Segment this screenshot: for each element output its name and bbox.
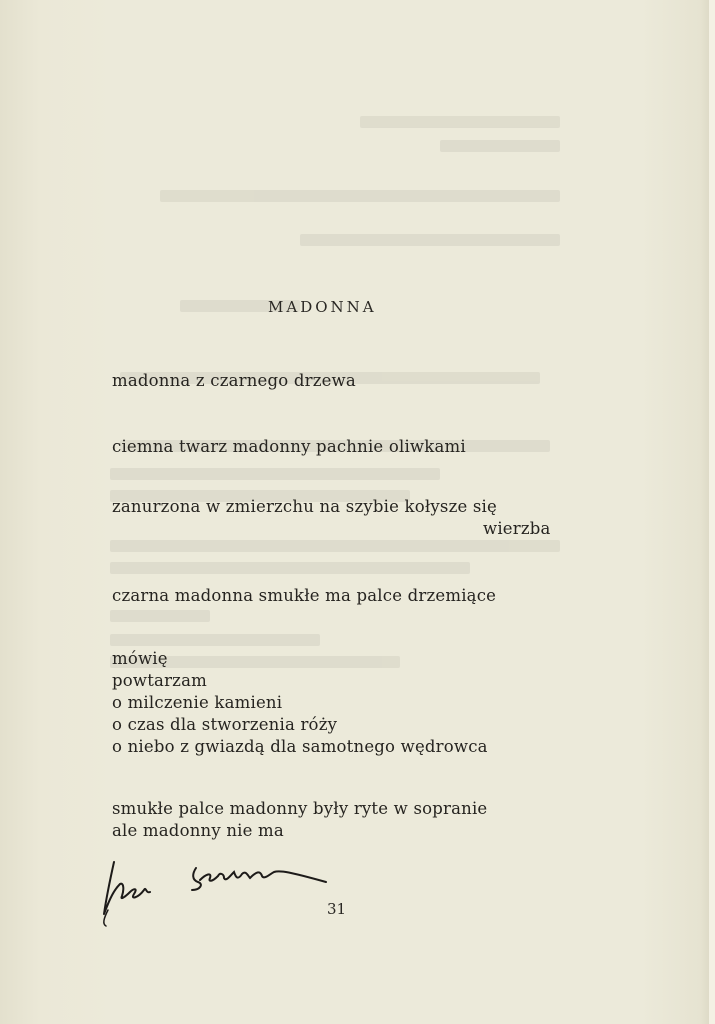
page-edge [709, 0, 715, 1024]
poem-line: o niebo z gwiazdą dla samotnego wędrowca [112, 737, 488, 756]
poem-line: zanurzona w zmierzchu na szybie kołysze się [112, 497, 497, 516]
poem-line: ale madonny nie ma [112, 821, 284, 840]
poem-line: ciemna twarz madonny pachnie oliwkami [112, 437, 466, 456]
poem-line-continuation: wierzba [483, 519, 551, 538]
poem-line: czarna madonna smukłe ma palce drzemiące [112, 586, 497, 605]
poem-line: o milczenie kamieni [112, 693, 283, 712]
poem-line: smukłe palce madonny były ryte w sopranie [112, 799, 488, 818]
poem-line: madonna z czarnego drzewa [112, 371, 356, 390]
poem-line: mówię [112, 649, 168, 668]
poem-line: o czas dla stworzenia róży [112, 715, 338, 734]
handwritten-signature [100, 850, 330, 930]
poem-line: powtarzam [112, 671, 207, 690]
poem-title: MADONNA [268, 298, 377, 316]
page-number: 31 [327, 900, 347, 918]
